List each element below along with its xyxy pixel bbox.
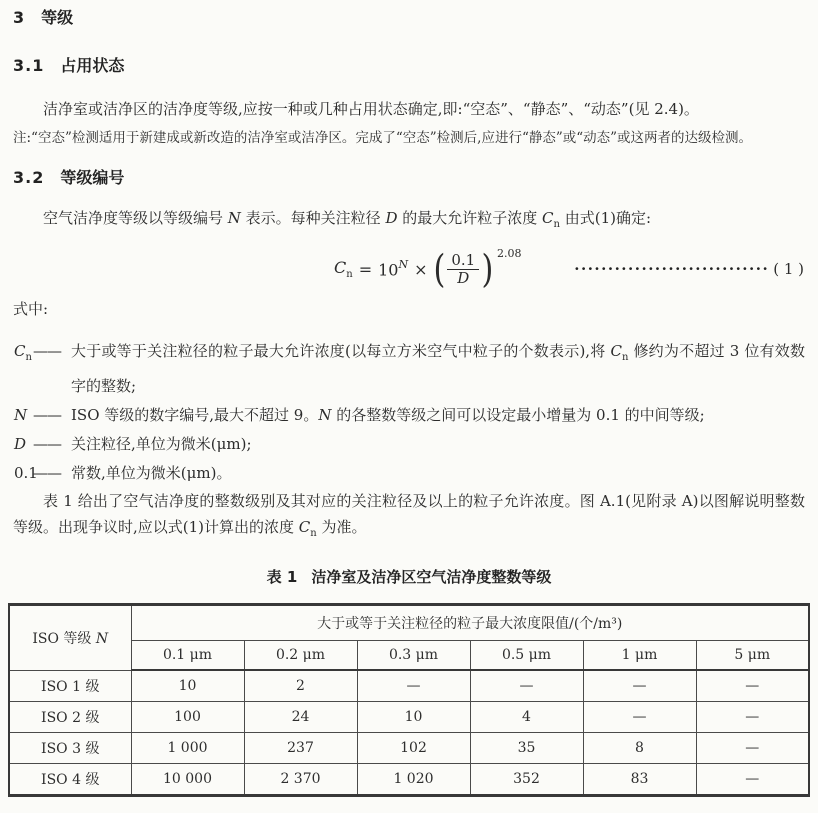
fraction: $\frac{0.1}{D}$: [447, 252, 479, 287]
var-N: N: [227, 209, 241, 227]
formula-reference: [574, 260, 804, 278]
formula-expression: [331, 246, 522, 291]
formula-lhs: $C_n$: [334, 257, 353, 281]
value-cell: 83: [583, 764, 696, 796]
table-row-iso2: [9, 702, 809, 733]
particle-size-header: 0.3 μm: [357, 641, 470, 671]
symbol-definitions: [13, 337, 805, 488]
value-cell: —: [470, 670, 583, 702]
value-cell: —: [696, 733, 809, 764]
text-run: 大于或等于关注粒径的粒子最大允许浓度(以每立方米空气中粒子的个数表示),将: [71, 342, 611, 360]
section-3-number: 3: [13, 8, 26, 27]
value-cell: —: [696, 702, 809, 733]
value-cell: 2 370: [244, 764, 357, 796]
dash: ——: [33, 464, 61, 482]
text-run: 关注粒径,单位为微米(μm);: [71, 435, 252, 453]
definition-n: [13, 401, 805, 430]
formula-1: [13, 244, 805, 294]
value-cell: 100: [131, 702, 244, 733]
text-run: 修约为不超过 3 位有效数字的整数;: [71, 342, 805, 395]
var-Cn: C: [298, 518, 311, 536]
text-run: 为准。: [316, 518, 367, 536]
text-run: 常数,单位为微米(μm)。: [71, 464, 232, 482]
term-D: D: [14, 435, 27, 453]
table-caption-label: 表 1: [266, 568, 298, 586]
section-31-title: 占用状态: [60, 56, 125, 75]
text-run: 由式(1)确定:: [559, 209, 652, 227]
value-cell: —: [583, 702, 696, 733]
definition-d: [13, 430, 805, 459]
value-cell: 10: [357, 702, 470, 733]
row-label: ISO 1 级: [9, 670, 131, 702]
value-cell: 237: [244, 733, 357, 764]
value-cell: 2: [244, 670, 357, 702]
value-cell: 24: [244, 702, 357, 733]
value-cell: —: [583, 670, 696, 702]
table-row-iso3: [9, 733, 809, 764]
var-Cn-sub: n: [622, 352, 629, 363]
formula-number: ( 1 ): [773, 260, 804, 278]
definition-01: [13, 459, 805, 488]
right-paren: ): [481, 247, 494, 291]
formula-leader-dots: ·····························: [574, 260, 770, 278]
term-N: N: [14, 406, 28, 424]
table-row-iso1: [9, 670, 809, 702]
table-row-iso4: [9, 764, 809, 796]
row-label: ISO 2 级: [9, 702, 131, 733]
iso-class-header: ISO 等级 N: [9, 605, 131, 671]
value-cell: 35: [470, 733, 583, 764]
definition-cn: [13, 337, 805, 401]
value-cell: 1 000: [131, 733, 244, 764]
dash: ——: [33, 406, 61, 424]
ten-power-N: $10^N$: [378, 257, 409, 280]
particle-size-header: 5 μm: [696, 641, 809, 671]
text-run: ISO 等级的数字编号,最大不超过 9。: [71, 406, 319, 424]
section-31-heading: [13, 56, 805, 76]
value-cell: 352: [470, 764, 583, 796]
text-run: 表 1 给出了空气洁净度的整数级别及其对应的关注粒径及以上的粒子允许浓度。图 A.1(见附录 A)以图解说明整数等级。出现争议时,应以式(1)计算出的浓度: [13, 492, 805, 536]
dash: ——: [33, 435, 61, 453]
value-cell: —: [696, 670, 809, 702]
occupancy-note: 注:“空态”检测适用于新建成或新改造的洁净室或洁净区。完成了“空态”检测后,应进行“静态”或“动态”或这两者的达级检测。: [13, 130, 753, 146]
var-N: N: [318, 406, 332, 424]
table-caption: [13, 566, 805, 587]
class-number-paragraph: [13, 205, 805, 238]
section-32-heading: [13, 168, 805, 188]
left-paren: (: [432, 247, 445, 291]
value-cell: 4: [470, 702, 583, 733]
equals-sign: =: [358, 259, 373, 279]
section-32-number: 3.2: [13, 168, 45, 187]
var-Cn: C: [542, 209, 554, 227]
row-label: ISO 3 级: [9, 733, 131, 764]
cleanliness-class-table: [8, 603, 810, 797]
where-label: 式中:: [13, 300, 49, 318]
text-run: 的各整数等级之间可以设定最小增量为 0.1 的中间等级;: [331, 406, 705, 424]
value-cell: 102: [357, 733, 470, 764]
section-31-number: 3.1: [13, 56, 45, 75]
term-01: 0.1: [14, 464, 38, 482]
section-3-heading: [13, 8, 805, 28]
particle-size-header: 1 μm: [583, 641, 696, 671]
exponent: 2.08: [497, 246, 522, 260]
occupancy-paragraph: 洁净室或洁净区的洁净度等级,应按一种或几种占用状态确定,即:“空态”、“静态”、“动态”(见 2.4)。: [43, 100, 699, 118]
value-cell: —: [696, 764, 809, 796]
table-caption-text: 洁净室及洁净区空气洁净度整数等级: [311, 568, 552, 586]
value-cell: 8: [583, 733, 696, 764]
value-cell: 10: [131, 670, 244, 702]
table-intro-paragraph: [13, 488, 805, 547]
particle-size-header: 0.1 μm: [131, 641, 244, 671]
text-run: 的最大允许粒子浓度: [397, 209, 543, 227]
particle-size-header: 0.5 μm: [470, 641, 583, 671]
value-cell: 1 020: [357, 764, 470, 796]
times-sign: ×: [414, 259, 428, 279]
row-label: ISO 4 级: [9, 764, 131, 796]
term-Cn: $C_n$: [14, 342, 32, 363]
var-Cn: C: [610, 342, 622, 360]
text-run: 空气洁净度等级以等级编号: [43, 209, 228, 227]
value-cell: —: [357, 670, 470, 702]
var-Cn-sub: n: [553, 219, 560, 230]
dash: ——: [33, 342, 61, 360]
section-32-title: 等级编号: [60, 168, 125, 187]
var-D: D: [385, 209, 398, 227]
text-run: 表示。每种关注粒径: [240, 209, 386, 227]
value-cell: 10 000: [131, 764, 244, 796]
concentration-limit-header: 大于或等于关注粒径的粒子最大浓度限值/(个/m³): [131, 605, 809, 641]
var-Cn-sub: n: [310, 528, 317, 539]
particle-size-header: 0.2 μm: [244, 641, 357, 671]
section-3-title: 等级: [41, 8, 74, 27]
